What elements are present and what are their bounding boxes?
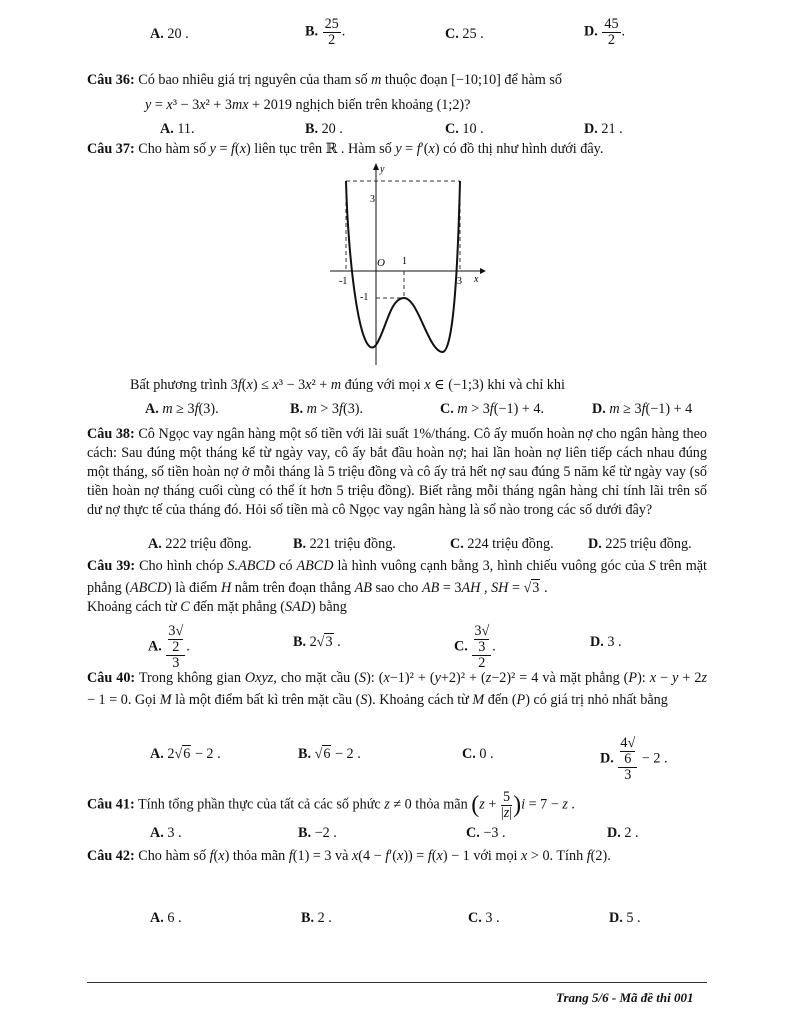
q39-option-d: D. 3 . [590, 634, 622, 650]
option-b: B. $\frac{25}{2}$ . [305, 16, 346, 48]
x-axis-label: x [474, 274, 479, 285]
q37-option-c: C. m > 3f(−1) + 4. [440, 401, 545, 417]
q41-option-b: B. −2 . [298, 825, 337, 841]
origin-label: O [377, 257, 385, 269]
q40-option-a: A. 2√6 − 2 . [150, 746, 221, 762]
question-38: Câu 38: Cô Ngọc vay ngân hàng một số tiền với lãi suất 1%/tháng. Cô ấy muốn hoàn nợ cho ngân hàng theo cách: Sau đúng một tháng kể từ ngày vay, cô ấy bắt đầu hoàn nợ; hai lần hoàn nợ liên tiếp cách nhau đúng một tháng, số tiền hoàn nợ ở mỗi tháng là 5 triệu đồng và cô ấy trả hết nợ sau đúng 5 năm kể từ ngày vay (số tiền hoàn nợ tháng cuối cùng có thể ít hơn 5 triệu đồng). Biết rằng mỗi tháng ngân hàng chỉ tính lãi trên số dư nợ thực tế của tháng đó. Hỏi số tiền mà cô Ngọc vay ngân hàng là số nào trong các số dưới đây? [87, 426, 707, 518]
q39-option-a: A. 3√ 2 3 . [148, 623, 190, 671]
q41-option-a: A. 3 . [150, 825, 182, 841]
q36-option-c: C. 10 . [445, 121, 484, 137]
q39-option-b: B. 2√3 . [293, 634, 341, 650]
question-39: Câu 39: Cho hình chóp S.ABCD có ABCD là hình vuông cạnh bằng 3, hình chiếu vuông góc của S trên mặt phẳng (ABCD) là điểm H nằm trên đoạn thẳng AB sao cho AB = 3AH , SH = √3 . [87, 558, 707, 596]
q41-option-c: C. −3 . [466, 825, 506, 841]
q39-option-c: C. 3√ 3 2 . [454, 623, 496, 671]
question-37-inequality: Bất phương trình 3f(x) ≤ x³ − 3x² + m đúng với mọi x ∈ (−1;3) khi và chỉ khi [130, 377, 565, 393]
q38-option-d: D. 225 triệu đồng. [588, 536, 692, 552]
page-footer: Trang 5/6 - Mã đề thi 001 [556, 990, 694, 1005]
tick-x-minus1: -1 [339, 276, 348, 287]
q37-option-a: A. m ≥ 3f(3). [145, 401, 219, 417]
question-36-formula: y = x³ − 3x² + 3mx + 2019 nghịch biến trên khoảng (1;2)? [145, 97, 471, 113]
option-d: D. $\frac{45}{2}$ . [584, 16, 626, 48]
q42-option-d: D. 5 . [609, 910, 641, 926]
question-37: Câu 37: Cho hàm số y = f(x) liên tục trên ℝ . Hàm số y = f′(x) có đồ thị như hình dưới đây. [87, 141, 604, 157]
q38-option-a: A. 222 triệu đồng. [148, 536, 252, 552]
tick-x-3: 3 [457, 276, 462, 287]
q37-option-d: D. m ≥ 3f(−1) + 4 [592, 401, 693, 417]
q40-option-b: B. √6 − 2 . [298, 746, 361, 762]
option-c: C. 25 . [445, 26, 484, 42]
q36-option-b: B. 20 . [305, 121, 343, 137]
option-a: A. 20 . [150, 26, 189, 42]
q40-option-c: C. 0 . [462, 746, 494, 762]
q36-option-d: D. 21 . [584, 121, 623, 137]
q42-option-a: A. 6 . [150, 910, 182, 926]
y-axis-label: y [380, 164, 385, 175]
q40-option-d: D. 4√ 6 3 − 2 . [600, 735, 668, 783]
q41-option-d: D. 2 . [607, 825, 639, 841]
tick-x-1: 1 [402, 256, 407, 267]
tick-y-3: 3 [370, 194, 375, 205]
q37-option-b: B. m > 3f(3). [290, 401, 364, 417]
q38-option-c: C. 224 triệu đồng. [450, 536, 554, 552]
footer-divider [87, 982, 707, 983]
q42-option-b: B. 2 . [301, 910, 332, 926]
question-39-ask: Khoảng cách từ C đến mặt phẳng (SAD) bằng [87, 599, 347, 615]
question-42: Câu 42: Cho hàm số f(x) thỏa mãn f(1) = 3 và x(4 − f′(x)) = f(x) − 1 với mọi x > 0. Tính f(2). [87, 848, 611, 864]
q36-option-a: A. 11. [160, 121, 195, 137]
derivative-graph [320, 160, 490, 370]
question-40: Câu 40: Trong không gian Oxyz, cho mặt cầu (S): (x−1)² + (y+2)² + (z−2)² = 4 và mặt phẳng (P): x − y + 2z − 1 = 0. Gọi M là một điểm bất kì trên mặt cầu (S). Khoảng cách từ M đến (P) có giá trị nhỏ nhất bằng [87, 670, 707, 708]
q42-option-c: C. 3 . [468, 910, 500, 926]
q38-option-b: B. 221 triệu đồng. [293, 536, 396, 552]
question-38-text: Cô Ngọc vay ngân hàng một số tiền với lãi suất 1%/tháng. Cô ấy muốn hoàn nợ cho ngân hàng theo cách: Sau đúng một tháng kể từ ngày vay, cô ấy bắt đầu hoàn nợ; hai lần hoàn nợ liên tiếp cách nhau đúng một tháng, số tiền hoàn nợ ở mỗi tháng là 5 triệu đồng và cô ấy trả hết nợ sau đúng 5 năm kể từ ngày vay (số tiền hoàn nợ tháng cuối cùng có thể ít hơn 5 triệu đồng). Biết rằng mỗi tháng ngân hàng chỉ tính lãi trên số dư nợ thực tế của tháng đó. Hỏi số tiền mà cô Ngọc vay ngân hàng là số nào trong các số dưới đây? [87, 426, 707, 518]
tick-y-minus1: -1 [360, 292, 369, 303]
question-41: Câu 41: Tính tổng phần thực của tất cả các số phức z ≠ 0 thỏa mãn (z + $\frac{5}{|z|}$ )i = 7 − z . [87, 789, 575, 821]
question-36: Câu 36: Có bao nhiêu giá trị nguyên của tham số m thuộc đoạn [−10;10] để hàm số [87, 72, 562, 88]
